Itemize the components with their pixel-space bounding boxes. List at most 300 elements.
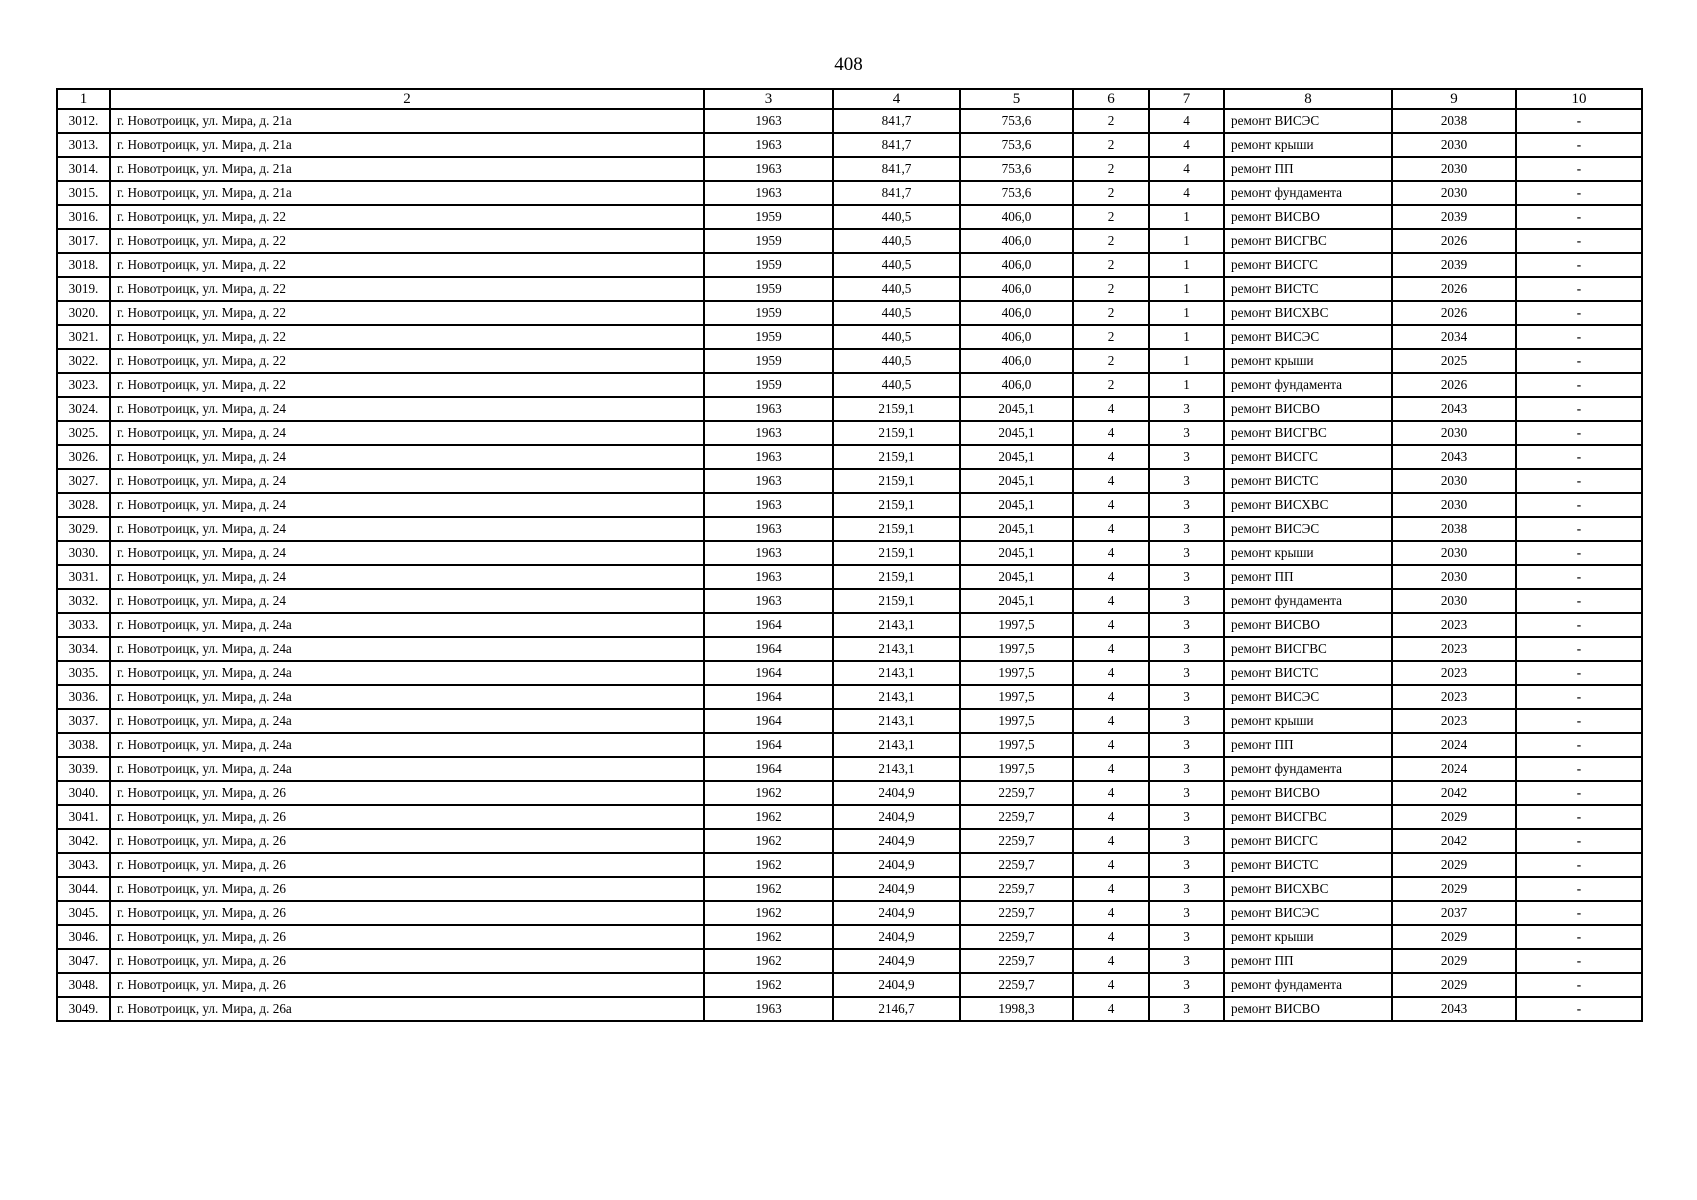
address-cell: г. Новотроицк, ул. Мира, д. 24 [110,541,704,565]
note-cell: - [1516,925,1642,949]
table-row [57,421,1642,445]
note-cell: - [1516,373,1642,397]
entrances-cell: 1 [1149,229,1224,253]
entrances-cell: 4 [1149,109,1224,133]
work-type-cell: ремонт ВИСЭС [1224,325,1392,349]
table-row [57,205,1642,229]
table-row [57,925,1642,949]
note-cell: - [1516,781,1642,805]
total-area-cell: 2404,9 [833,901,960,925]
year-built-cell: 1963 [704,589,833,613]
work-type-cell: ремонт ПП [1224,949,1392,973]
planned-year-cell: 2030 [1392,133,1516,157]
row-number-cell: 3049. [57,997,110,1021]
total-area-cell: 841,7 [833,181,960,205]
column-header-5: 5 [960,89,1073,109]
year-built-cell: 1963 [704,517,833,541]
total-area-cell: 2404,9 [833,973,960,997]
entrances-cell: 3 [1149,565,1224,589]
year-built-cell: 1963 [704,541,833,565]
table-row [57,181,1642,205]
table-row [57,661,1642,685]
year-built-cell: 1962 [704,805,833,829]
address-cell: г. Новотроицк, ул. Мира, д. 22 [110,349,704,373]
table-row [57,469,1642,493]
living-area-cell: 406,0 [960,277,1073,301]
planned-year-cell: 2023 [1392,613,1516,637]
address-cell: г. Новотроицк, ул. Мира, д. 24 [110,397,704,421]
column-header-6: 6 [1073,89,1149,109]
entrances-cell: 3 [1149,685,1224,709]
living-area-cell: 406,0 [960,325,1073,349]
register-table [56,88,1643,1022]
note-cell: - [1516,829,1642,853]
address-cell: г. Новотроицк, ул. Мира, д. 22 [110,373,704,397]
floors-cell: 4 [1073,805,1149,829]
total-area-cell: 2159,1 [833,469,960,493]
entrances-cell: 3 [1149,589,1224,613]
total-area-cell: 440,5 [833,253,960,277]
living-area-cell: 1997,5 [960,709,1073,733]
entrances-cell: 1 [1149,373,1224,397]
entrances-cell: 3 [1149,493,1224,517]
total-area-cell: 440,5 [833,229,960,253]
planned-year-cell: 2030 [1392,565,1516,589]
planned-year-cell: 2024 [1392,733,1516,757]
floors-cell: 4 [1073,589,1149,613]
note-cell: - [1516,661,1642,685]
work-type-cell: ремонт ПП [1224,565,1392,589]
table-row [57,733,1642,757]
note-cell: - [1516,997,1642,1021]
address-cell: г. Новотроицк, ул. Мира, д. 24а [110,637,704,661]
column-header-1: 1 [57,89,110,109]
table-row [57,709,1642,733]
table-row [57,589,1642,613]
column-header-9: 9 [1392,89,1516,109]
year-built-cell: 1959 [704,373,833,397]
year-built-cell: 1962 [704,949,833,973]
floors-cell: 2 [1073,301,1149,325]
note-cell: - [1516,301,1642,325]
floors-cell: 4 [1073,709,1149,733]
floors-cell: 4 [1073,517,1149,541]
year-built-cell: 1963 [704,397,833,421]
living-area-cell: 2045,1 [960,421,1073,445]
row-number-cell: 3023. [57,373,110,397]
table-row [57,301,1642,325]
year-built-cell: 1964 [704,757,833,781]
address-cell: г. Новотроицк, ул. Мира, д. 24 [110,493,704,517]
table-header [57,89,1642,109]
planned-year-cell: 2029 [1392,877,1516,901]
table-row [57,781,1642,805]
address-cell: г. Новотроицк, ул. Мира, д. 26 [110,949,704,973]
entrances-cell: 1 [1149,325,1224,349]
total-area-cell: 2146,7 [833,997,960,1021]
work-type-cell: ремонт ВИСГВС [1224,805,1392,829]
work-type-cell: ремонт ВИСЭС [1224,517,1392,541]
work-type-cell: ремонт крыши [1224,541,1392,565]
row-number-cell: 3030. [57,541,110,565]
work-type-cell: ремонт ПП [1224,157,1392,181]
row-number-cell: 3015. [57,181,110,205]
work-type-cell: ремонт ВИСЭС [1224,685,1392,709]
row-number-cell: 3044. [57,877,110,901]
year-built-cell: 1962 [704,973,833,997]
table-row [57,445,1642,469]
column-header-2: 2 [110,89,704,109]
planned-year-cell: 2034 [1392,325,1516,349]
page-number: 408 [834,54,863,75]
total-area-cell: 2159,1 [833,589,960,613]
floors-cell: 4 [1073,397,1149,421]
year-built-cell: 1962 [704,925,833,949]
living-area-cell: 2045,1 [960,493,1073,517]
header-row [57,89,1642,109]
row-number-cell: 3021. [57,325,110,349]
note-cell: - [1516,589,1642,613]
row-number-cell: 3014. [57,157,110,181]
total-area-cell: 841,7 [833,133,960,157]
row-number-cell: 3013. [57,133,110,157]
address-cell: г. Новотроицк, ул. Мира, д. 24 [110,421,704,445]
entrances-cell: 3 [1149,973,1224,997]
floors-cell: 4 [1073,637,1149,661]
total-area-cell: 2143,1 [833,733,960,757]
floors-cell: 4 [1073,421,1149,445]
entrances-cell: 3 [1149,829,1224,853]
row-number-cell: 3032. [57,589,110,613]
row-number-cell: 3016. [57,205,110,229]
table-row [57,325,1642,349]
total-area-cell: 841,7 [833,109,960,133]
note-cell: - [1516,637,1642,661]
work-type-cell: ремонт ВИСВО [1224,613,1392,637]
row-number-cell: 3029. [57,517,110,541]
year-built-cell: 1959 [704,325,833,349]
planned-year-cell: 2037 [1392,901,1516,925]
address-cell: г. Новотроицк, ул. Мира, д. 24а [110,757,704,781]
row-number-cell: 3017. [57,229,110,253]
work-type-cell: ремонт ВИСГВС [1224,637,1392,661]
planned-year-cell: 2038 [1392,109,1516,133]
living-area-cell: 2259,7 [960,901,1073,925]
work-type-cell: ремонт крыши [1224,349,1392,373]
planned-year-cell: 2025 [1392,349,1516,373]
living-area-cell: 2259,7 [960,781,1073,805]
year-built-cell: 1959 [704,277,833,301]
floors-cell: 4 [1073,613,1149,637]
year-built-cell: 1963 [704,445,833,469]
work-type-cell: ремонт ВИСТС [1224,853,1392,877]
year-built-cell: 1963 [704,421,833,445]
row-number-cell: 3019. [57,277,110,301]
table-row [57,109,1642,133]
total-area-cell: 440,5 [833,277,960,301]
row-number-cell: 3043. [57,853,110,877]
address-cell: г. Новотроицк, ул. Мира, д. 24 [110,565,704,589]
row-number-cell: 3040. [57,781,110,805]
entrances-cell: 3 [1149,397,1224,421]
planned-year-cell: 2029 [1392,973,1516,997]
entrances-cell: 3 [1149,853,1224,877]
year-built-cell: 1964 [704,685,833,709]
note-cell: - [1516,493,1642,517]
floors-cell: 4 [1073,829,1149,853]
work-type-cell: ремонт фундамента [1224,757,1392,781]
note-cell: - [1516,157,1642,181]
planned-year-cell: 2023 [1392,709,1516,733]
living-area-cell: 2045,1 [960,397,1073,421]
work-type-cell: ремонт ВИСТС [1224,277,1392,301]
work-type-cell: ремонт крыши [1224,133,1392,157]
year-built-cell: 1964 [704,733,833,757]
work-type-cell: ремонт фундамента [1224,181,1392,205]
table-row [57,253,1642,277]
row-number-cell: 3033. [57,613,110,637]
note-cell: - [1516,325,1642,349]
floors-cell: 2 [1073,373,1149,397]
note-cell: - [1516,853,1642,877]
work-type-cell: ремонт ВИСЭС [1224,109,1392,133]
address-cell: г. Новотроицк, ул. Мира, д. 22 [110,205,704,229]
planned-year-cell: 2030 [1392,469,1516,493]
total-area-cell: 440,5 [833,205,960,229]
living-area-cell: 406,0 [960,349,1073,373]
living-area-cell: 1997,5 [960,613,1073,637]
work-type-cell: ремонт ВИСВО [1224,781,1392,805]
entrances-cell: 1 [1149,205,1224,229]
year-built-cell: 1959 [704,349,833,373]
living-area-cell: 1998,3 [960,997,1073,1021]
total-area-cell: 841,7 [833,157,960,181]
floors-cell: 4 [1073,877,1149,901]
living-area-cell: 2259,7 [960,805,1073,829]
note-cell: - [1516,877,1642,901]
year-built-cell: 1963 [704,997,833,1021]
address-cell: г. Новотроицк, ул. Мира, д. 26 [110,853,704,877]
entrances-cell: 3 [1149,517,1224,541]
table-row [57,949,1642,973]
entrances-cell: 3 [1149,901,1224,925]
total-area-cell: 440,5 [833,301,960,325]
address-cell: г. Новотроицк, ул. Мира, д. 26 [110,925,704,949]
planned-year-cell: 2043 [1392,997,1516,1021]
floors-cell: 4 [1073,781,1149,805]
table-row [57,997,1642,1021]
floors-cell: 2 [1073,157,1149,181]
row-number-cell: 3038. [57,733,110,757]
planned-year-cell: 2023 [1392,637,1516,661]
planned-year-cell: 2030 [1392,493,1516,517]
address-cell: г. Новотроицк, ул. Мира, д. 22 [110,229,704,253]
floors-cell: 4 [1073,469,1149,493]
note-cell: - [1516,565,1642,589]
year-built-cell: 1963 [704,181,833,205]
entrances-cell: 4 [1149,181,1224,205]
address-cell: г. Новотроицк, ул. Мира, д. 21а [110,109,704,133]
year-built-cell: 1963 [704,493,833,517]
work-type-cell: ремонт фундамента [1224,589,1392,613]
row-number-cell: 3045. [57,901,110,925]
row-number-cell: 3048. [57,973,110,997]
total-area-cell: 2404,9 [833,829,960,853]
note-cell: - [1516,133,1642,157]
entrances-cell: 1 [1149,277,1224,301]
year-built-cell: 1964 [704,709,833,733]
table-body [57,109,1642,1021]
address-cell: г. Новотроицк, ул. Мира, д. 21а [110,181,704,205]
table-row [57,157,1642,181]
work-type-cell: ремонт ВИСГС [1224,445,1392,469]
row-number-cell: 3027. [57,469,110,493]
total-area-cell: 2404,9 [833,781,960,805]
note-cell: - [1516,733,1642,757]
address-cell: г. Новотроицк, ул. Мира, д. 21а [110,133,704,157]
floors-cell: 4 [1073,925,1149,949]
work-type-cell: ремонт ВИСТС [1224,661,1392,685]
total-area-cell: 2159,1 [833,397,960,421]
living-area-cell: 1997,5 [960,661,1073,685]
planned-year-cell: 2026 [1392,301,1516,325]
row-number-cell: 3012. [57,109,110,133]
floors-cell: 4 [1073,685,1149,709]
row-number-cell: 3041. [57,805,110,829]
floors-cell: 4 [1073,997,1149,1021]
row-number-cell: 3034. [57,637,110,661]
floors-cell: 4 [1073,757,1149,781]
note-cell: - [1516,517,1642,541]
table-row [57,397,1642,421]
row-number-cell: 3022. [57,349,110,373]
table-row [57,613,1642,637]
planned-year-cell: 2030 [1392,157,1516,181]
note-cell: - [1516,229,1642,253]
row-number-cell: 3035. [57,661,110,685]
address-cell: г. Новотроицк, ул. Мира, д. 21а [110,157,704,181]
work-type-cell: ремонт ВИСВО [1224,997,1392,1021]
planned-year-cell: 2043 [1392,445,1516,469]
note-cell: - [1516,181,1642,205]
entrances-cell: 3 [1149,637,1224,661]
entrances-cell: 3 [1149,757,1224,781]
floors-cell: 4 [1073,973,1149,997]
planned-year-cell: 2039 [1392,205,1516,229]
living-area-cell: 753,6 [960,109,1073,133]
entrances-cell: 3 [1149,949,1224,973]
note-cell: - [1516,253,1642,277]
address-cell: г. Новотроицк, ул. Мира, д. 26 [110,829,704,853]
work-type-cell: ремонт крыши [1224,925,1392,949]
floors-cell: 2 [1073,109,1149,133]
planned-year-cell: 2043 [1392,397,1516,421]
total-area-cell: 2159,1 [833,517,960,541]
note-cell: - [1516,469,1642,493]
planned-year-cell: 2026 [1392,229,1516,253]
table-row [57,493,1642,517]
year-built-cell: 1963 [704,109,833,133]
entrances-cell: 3 [1149,733,1224,757]
living-area-cell: 753,6 [960,181,1073,205]
table-row [57,373,1642,397]
floors-cell: 4 [1073,949,1149,973]
living-area-cell: 406,0 [960,205,1073,229]
entrances-cell: 1 [1149,301,1224,325]
table-row [57,901,1642,925]
planned-year-cell: 2042 [1392,829,1516,853]
column-header-10: 10 [1516,89,1642,109]
living-area-cell: 1997,5 [960,733,1073,757]
planned-year-cell: 2038 [1392,517,1516,541]
table-row [57,517,1642,541]
work-type-cell: ремонт ВИСХВС [1224,493,1392,517]
note-cell: - [1516,613,1642,637]
work-type-cell: ремонт фундамента [1224,373,1392,397]
table-row [57,349,1642,373]
table-row [57,565,1642,589]
column-header-8: 8 [1224,89,1392,109]
address-cell: г. Новотроицк, ул. Мира, д. 22 [110,301,704,325]
year-built-cell: 1964 [704,613,833,637]
living-area-cell: 1997,5 [960,685,1073,709]
living-area-cell: 1997,5 [960,757,1073,781]
floors-cell: 2 [1073,325,1149,349]
address-cell: г. Новотроицк, ул. Мира, д. 26 [110,805,704,829]
total-area-cell: 2143,1 [833,685,960,709]
table-row [57,541,1642,565]
planned-year-cell: 2030 [1392,421,1516,445]
note-cell: - [1516,109,1642,133]
column-header-4: 4 [833,89,960,109]
floors-cell: 2 [1073,181,1149,205]
note-cell: - [1516,397,1642,421]
year-built-cell: 1959 [704,301,833,325]
address-cell: г. Новотроицк, ул. Мира, д. 24а [110,709,704,733]
living-area-cell: 2259,7 [960,925,1073,949]
floors-cell: 4 [1073,853,1149,877]
living-area-cell: 2045,1 [960,469,1073,493]
entrances-cell: 3 [1149,805,1224,829]
planned-year-cell: 2042 [1392,781,1516,805]
planned-year-cell: 2030 [1392,541,1516,565]
row-number-cell: 3031. [57,565,110,589]
year-built-cell: 1963 [704,565,833,589]
year-built-cell: 1962 [704,901,833,925]
entrances-cell: 1 [1149,253,1224,277]
note-cell: - [1516,205,1642,229]
total-area-cell: 440,5 [833,349,960,373]
living-area-cell: 1997,5 [960,637,1073,661]
address-cell: г. Новотроицк, ул. Мира, д. 24 [110,469,704,493]
total-area-cell: 440,5 [833,373,960,397]
planned-year-cell: 2026 [1392,277,1516,301]
planned-year-cell: 2024 [1392,757,1516,781]
row-number-cell: 3046. [57,925,110,949]
address-cell: г. Новотроицк, ул. Мира, д. 24а [110,613,704,637]
floors-cell: 2 [1073,205,1149,229]
note-cell: - [1516,757,1642,781]
living-area-cell: 2045,1 [960,589,1073,613]
table-row [57,853,1642,877]
table-row [57,877,1642,901]
entrances-cell: 3 [1149,781,1224,805]
note-cell: - [1516,277,1642,301]
row-number-cell: 3042. [57,829,110,853]
note-cell: - [1516,349,1642,373]
table-row [57,805,1642,829]
work-type-cell: ремонт фундамента [1224,973,1392,997]
